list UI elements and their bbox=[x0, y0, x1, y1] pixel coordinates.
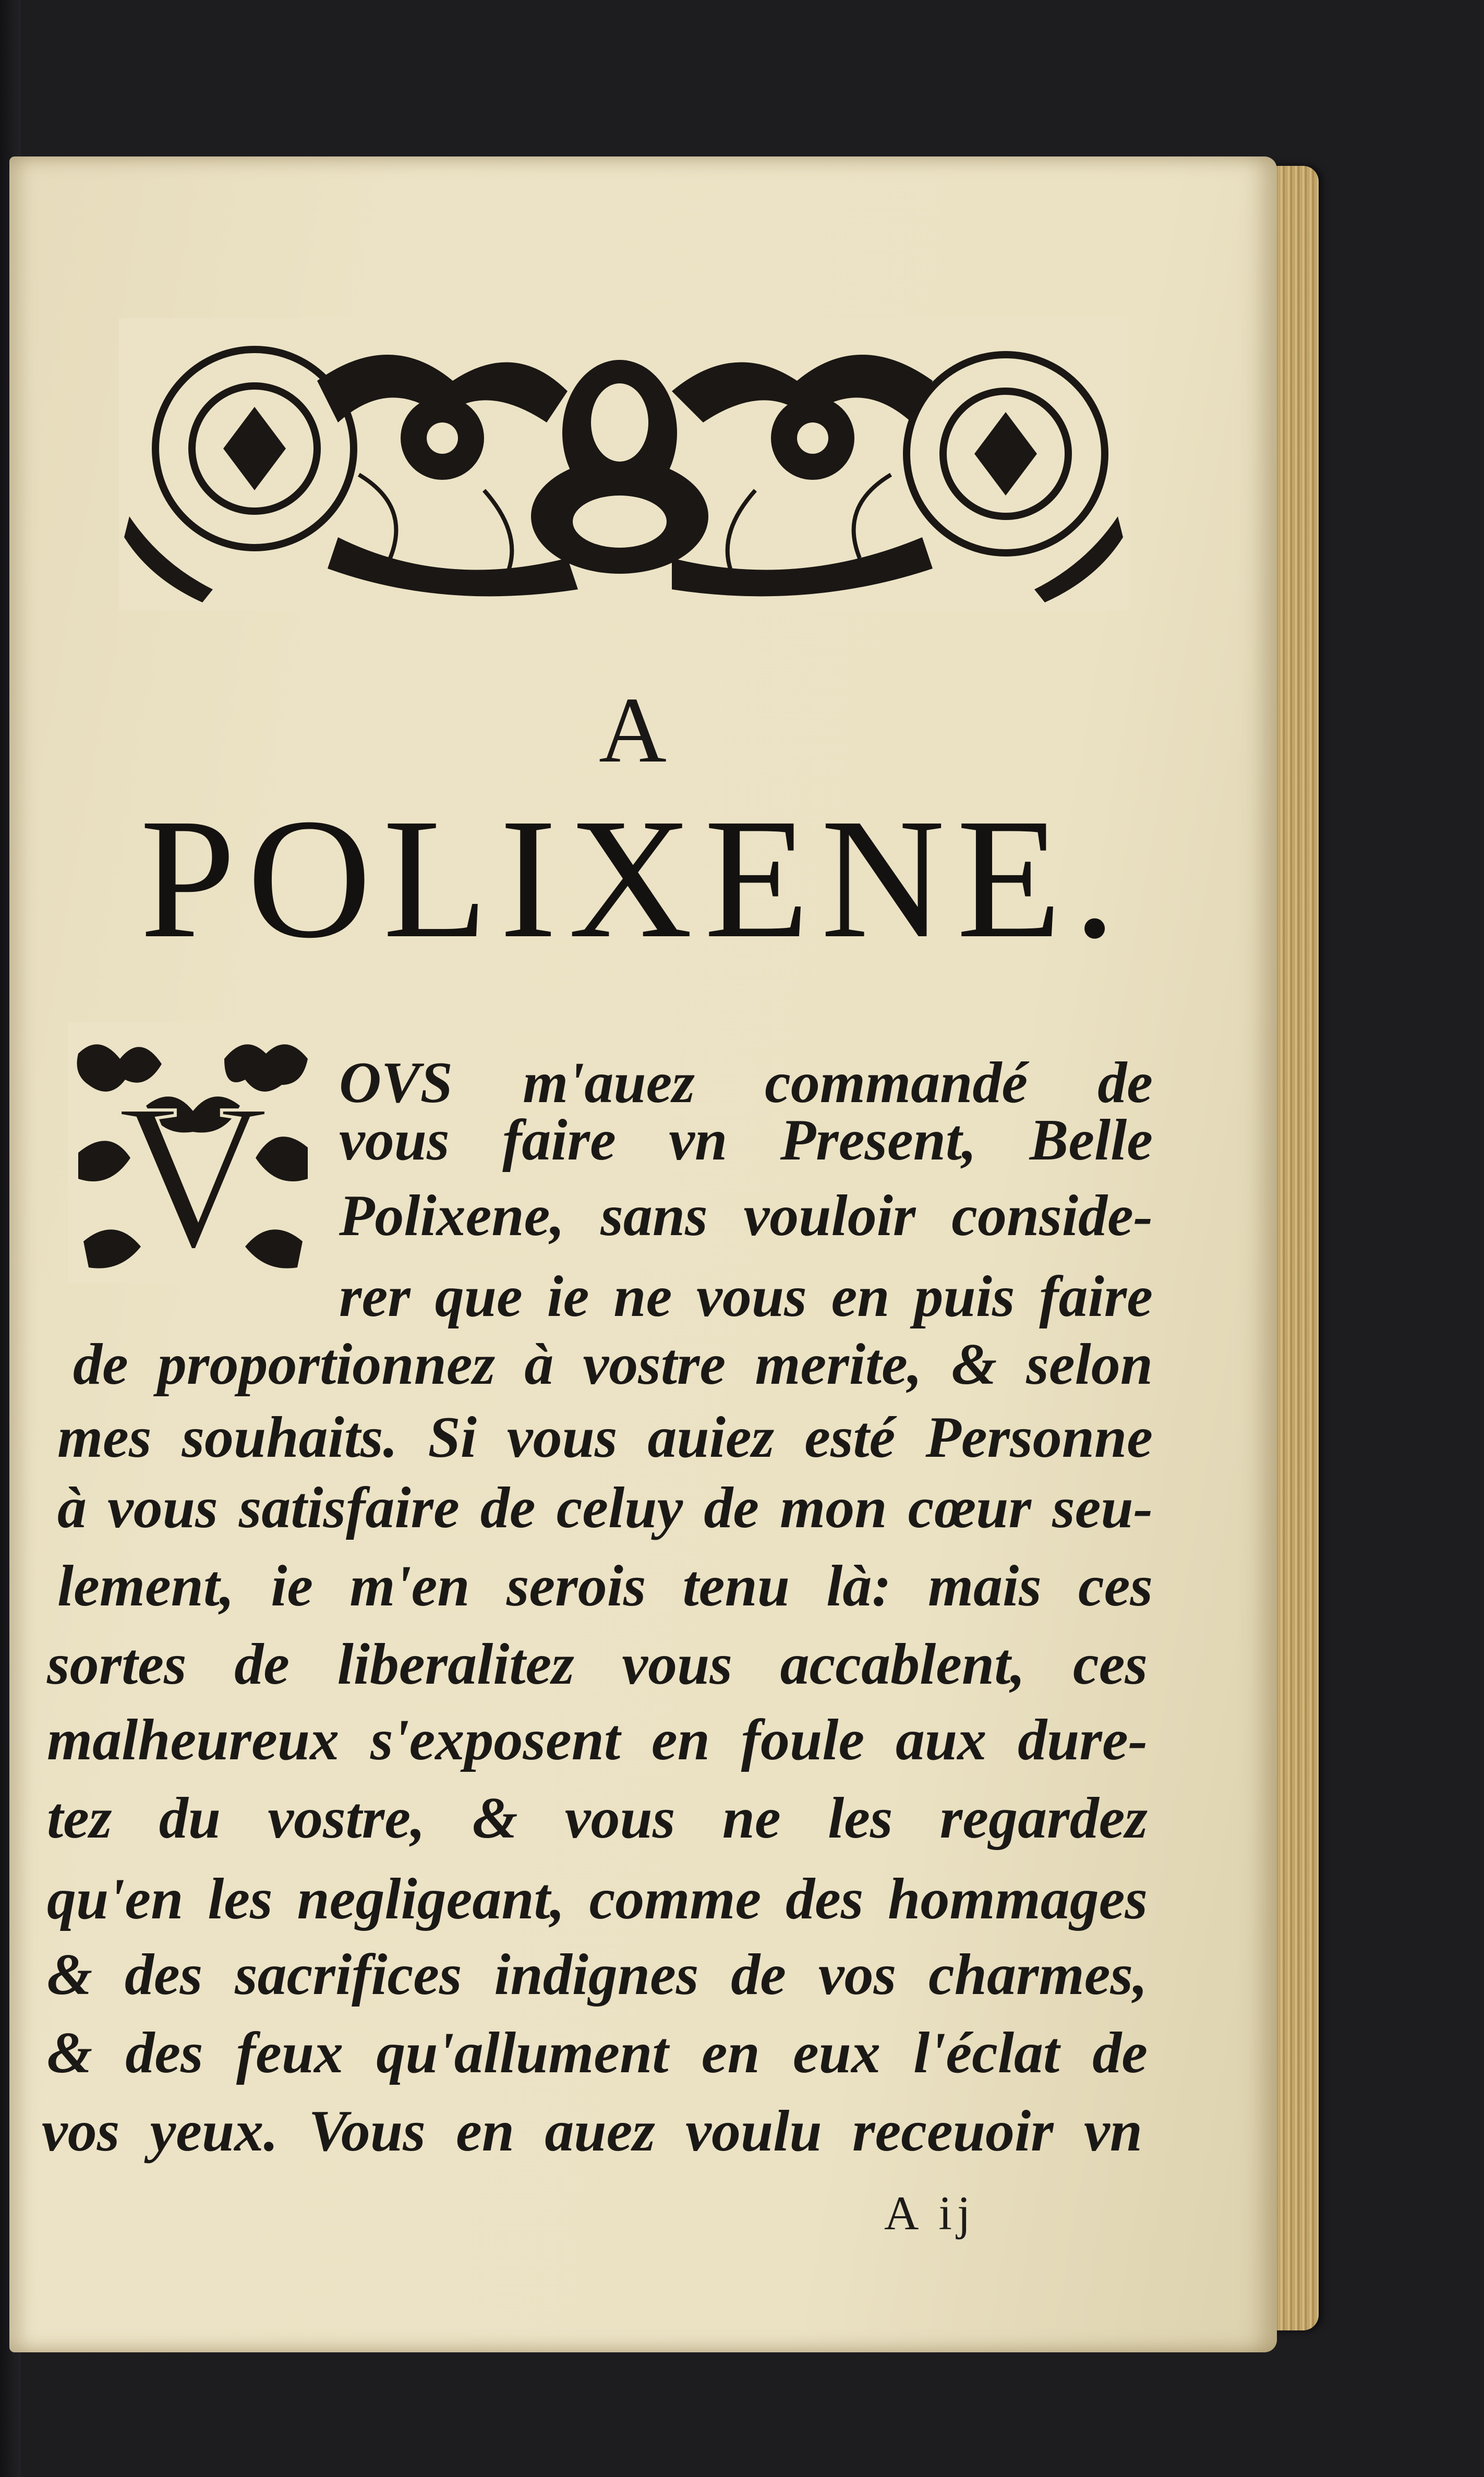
text-line-3: Polixene, sans vouloir conside- bbox=[339, 1183, 1153, 1248]
text-line-6: mes souhaits. Si vous auiez esté Personne bbox=[57, 1405, 1153, 1470]
text-line-8: lement, ie m'en serois tenu là: mais ces bbox=[57, 1554, 1153, 1618]
text-line-14: & des feux qu'allument en eux l'éclat de bbox=[47, 2021, 1148, 2085]
signature-mark: A ij bbox=[884, 2186, 976, 2240]
decorated-initial bbox=[68, 1022, 318, 1283]
text-line-2: vous faire vn Present, Belle bbox=[339, 1108, 1153, 1173]
text-line-5: de proportionnez à vostre merite, & selon bbox=[73, 1332, 1153, 1397]
text-line-12: qu'en les negligeant, comme des hommages bbox=[47, 1867, 1148, 1931]
text-line-7: à vous satisfaire de celuy de mon cœur seu- bbox=[57, 1476, 1153, 1540]
ornamental-headpiece bbox=[119, 318, 1128, 610]
text-line-1: OVS m'auez commandé de bbox=[339, 1050, 1153, 1115]
heading-a: A bbox=[599, 678, 669, 782]
text-line-4: rer que ie ne vous en puis faire bbox=[339, 1264, 1153, 1329]
text-line-11: tez du vostre, & vous ne les regardez bbox=[47, 1786, 1148, 1851]
text-line-13: & des sacrifices indignes de vos charmes, bbox=[47, 1942, 1148, 2007]
initial-letter: V bbox=[117, 1061, 269, 1283]
heading-polixene: POLIXENE. bbox=[140, 783, 1128, 974]
text-line-10: malheureux s'exposent en foule aux dure- bbox=[47, 1708, 1148, 1772]
text-line-9: sortes de liberalitez vous accablent, ces bbox=[47, 1632, 1148, 1697]
text-line-15: vos yeux. Vous en auez voulu receuoir vn bbox=[42, 2099, 1142, 2164]
